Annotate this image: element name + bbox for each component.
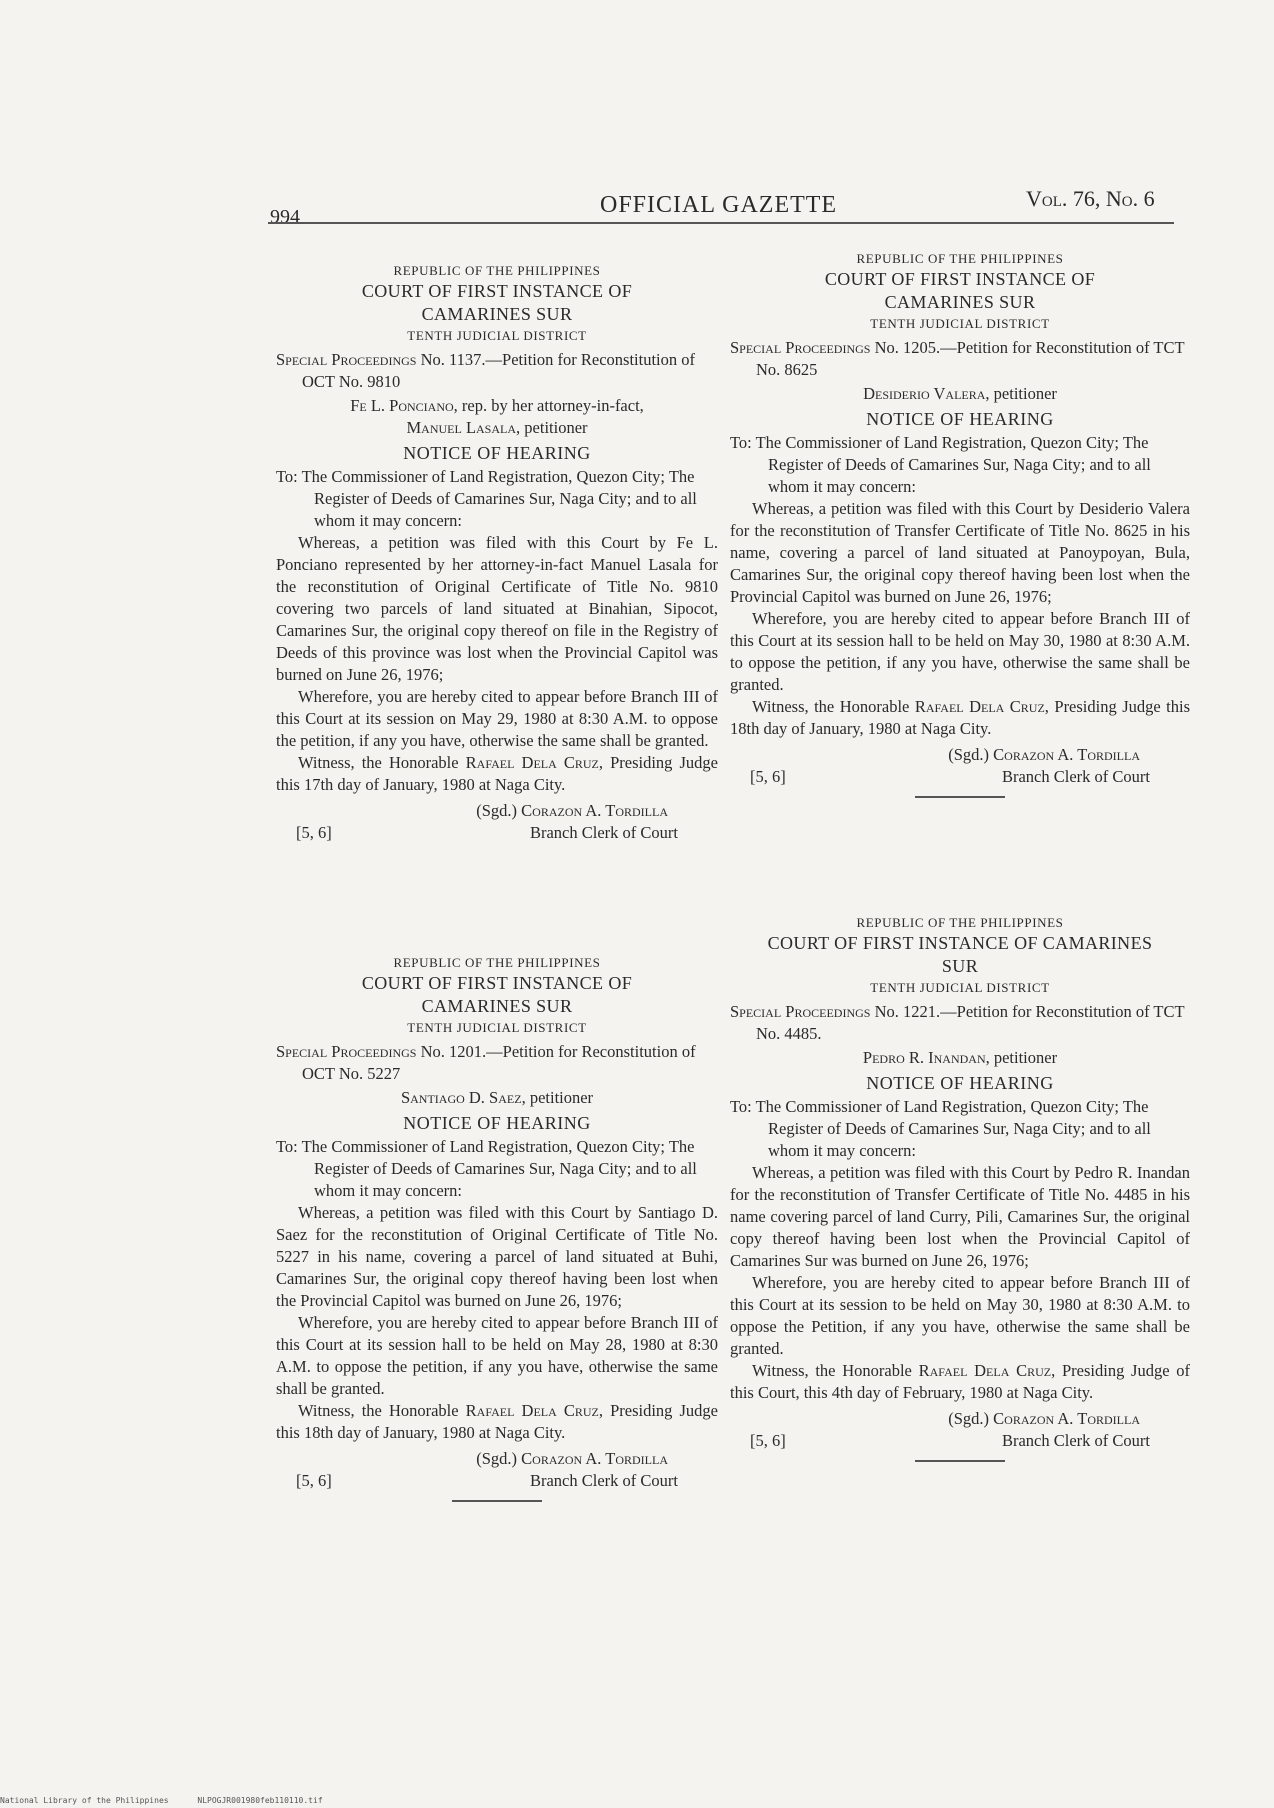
sgd-prefix: (Sgd.) — [476, 801, 522, 820]
sgd-prefix: (Sgd.) — [948, 745, 994, 764]
special-proceedings — [276, 349, 718, 393]
notice-sp-1137 — [276, 262, 718, 844]
scan-footer — [0, 1796, 347, 1805]
notice-district: TENTH JUDICIAL DISTRICT — [870, 980, 1050, 995]
witness-pre: Witness, the Honorable — [298, 753, 466, 772]
wherefore-paragraph: Wherefore, you are hereby cited to appear before Branch III of this Court at its session on May 29, 1980 at 8:30 A.M. to oppose the petition, if any you have, otherwise the same shall be granted. — [276, 687, 718, 750]
notice-title: NOTICE OF HEARING — [403, 443, 591, 463]
notice-addressees: To: The Commissioner of Land Registration, Quezon City; The Register of Deeds of Camarines Sur, Naga City; and to all whom it may concern: — [276, 1137, 697, 1200]
petitioner-line — [730, 1047, 1190, 1069]
notice-title: NOTICE OF HEARING — [866, 409, 1054, 429]
sp-text: No. 1137.—Petition for Reconstitution of OCT No. 9810 — [302, 350, 695, 391]
clerk-title: Branch Clerk of Court — [529, 823, 678, 842]
signed-line — [948, 744, 1140, 766]
witness-paragraph — [730, 696, 1190, 740]
wherefore-paragraph: Wherefore, you are hereby cited to appear before Branch III of this Court at its session to be held on May 30, 1980 at 8:30 A.M. to oppose the Petition, if any you have, otherwise the same shall be granted. — [730, 1273, 1190, 1358]
notice-court: COURT OF FIRST INSTANCE OF CAMARINES — [767, 933, 1153, 953]
sp-label: Special Proceedings — [730, 338, 871, 357]
issue-reference: [5, 6] — [750, 767, 786, 786]
special-proceedings — [276, 1041, 718, 1085]
judge-name: Rafael Dela Cruz — [918, 1361, 1052, 1380]
footer-file: NLPOGJR001980feb110110.tif — [197, 1796, 323, 1805]
issue-reference: [5, 6] — [296, 1471, 332, 1490]
sgd-prefix: (Sgd.) — [948, 1409, 994, 1428]
signature-block — [276, 800, 718, 844]
section-divider — [915, 796, 1005, 798]
notice-district: TENTH JUDICIAL DISTRICT — [407, 328, 587, 343]
petitioner-name: Santiago D. Saez — [400, 1088, 522, 1107]
signed-line — [476, 800, 668, 822]
petitioner-line — [730, 383, 1190, 405]
petitioner-line — [276, 1087, 718, 1109]
notice-addressees: To: The Commissioner of Land Registration, Quezon City; The Register of Deeds of Camarines Sur, Naga City; and to all whom it may concern: — [730, 1097, 1151, 1160]
notice-court-province: CAMARINES SUR — [421, 996, 573, 1016]
notice-sp-1221 — [730, 914, 1190, 1462]
witness-paragraph — [276, 1400, 718, 1444]
petitioner-name: Fe L. Ponciano — [350, 396, 454, 415]
witness-post: , Presiding Judge this 18th day of January, 1980 at Naga City. — [730, 697, 1190, 738]
whereas-paragraph: Whereas, a petition was filed with this Court by Desiderio Valera for the reconstitution of Transfer Certificate of Title No. 8625 in his name, covering a parcel of land situated at Panoypoyan, Bula, Camarines Sur, the original copy thereof having been lost when the Provincial Capitol was burned on June 26, 1976; — [730, 499, 1190, 606]
sgd-prefix: (Sgd.) — [476, 1449, 522, 1468]
notice-addressees: To: The Commissioner of Land Registration, Quezon City; The Register of Deeds of Camarines Sur, Naga City; and to all whom it may concern: — [730, 433, 1151, 496]
petitioner-role: , petitioner — [516, 418, 588, 437]
witness-pre: Witness, the Honorable — [752, 1361, 919, 1380]
section-divider — [452, 1500, 542, 1502]
notice-republic: REPUBLIC OF THE PHILIPPINES — [393, 955, 601, 970]
petitioner-rest: , rep. by her attorney-in-fact, — [453, 396, 644, 415]
notice-court-province: CAMARINES SUR — [421, 304, 573, 324]
notice-court-province: CAMARINES SUR — [884, 292, 1036, 312]
section-divider — [915, 1460, 1005, 1462]
notice-district: TENTH JUDICIAL DISTRICT — [870, 316, 1050, 331]
clerk-title: Branch Clerk of Court — [529, 1471, 678, 1490]
sp-label: Special Proceedings — [276, 350, 417, 369]
clerk-name: Corazon A. Tordilla — [521, 801, 668, 820]
signature-block — [730, 1408, 1190, 1452]
notice-district: TENTH JUDICIAL DISTRICT — [407, 1020, 587, 1035]
page-number: 994 — [270, 206, 300, 228]
witness-post: , Presiding Judge of this Court, this 4th day of February, 1980 at Naga City. — [730, 1361, 1191, 1402]
sp-text: No. 1221.—Petition for Reconstitution of TCT No. 4485. — [756, 1002, 1185, 1043]
special-proceedings — [730, 337, 1190, 381]
footer-source: National Library of the Philippines — [0, 1796, 169, 1805]
sp-text: No. 1201.—Petition for Reconstitution of OCT No. 5227 — [302, 1042, 696, 1083]
sp-label: Special Proceedings — [276, 1042, 417, 1061]
petitioner-role: , petitioner — [985, 1048, 1058, 1067]
notice-republic: REPUBLIC OF THE PHILIPPINES — [856, 251, 1064, 266]
header-rule — [268, 222, 1174, 224]
witness-post: , Presiding Judge this 18th day of January, 1980 at Naga City. — [276, 1401, 718, 1442]
issue-reference: [5, 6] — [296, 823, 332, 842]
clerk-title: Branch Clerk of Court — [1001, 767, 1150, 786]
clerk-name: Corazon A. Tordilla — [521, 1449, 668, 1468]
petitioner-line — [276, 395, 718, 439]
clerk-name: Corazon A. Tordilla — [993, 1409, 1140, 1428]
petitioner-name-2: Manuel Lasala — [406, 418, 517, 437]
signature-block — [276, 1448, 718, 1492]
whereas-paragraph: Whereas, a petition was filed with this Court by Fe L. Ponciano represented by her attorney-in-fact Manuel Lasala for the reconstitution of Original Certificate of Title No. 9810 covering two parcels of land situated at Binahian, Sipocot, Camarines Sur, the original copy thereof on file in the Registry of Deeds of this province was lost when the Provincial Capitol was burned on June 26, 1976; — [276, 533, 718, 684]
notice-title: NOTICE OF HEARING — [403, 1113, 591, 1133]
wherefore-paragraph: Wherefore, you are hereby cited to appear before Branch III of this Court at its session hall to be held on May 30, 1980 at 8:30 A.M. to oppose the petition, if any you have, otherwise the same shall be granted. — [730, 609, 1190, 694]
petitioner-name: Pedro R. Inandan — [862, 1048, 986, 1067]
notice-republic: REPUBLIC OF THE PHILIPPINES — [856, 915, 1064, 930]
clerk-name: Corazon A. Tordilla — [993, 745, 1140, 764]
volume-text: Vol. 76, No. 6 — [1026, 186, 1155, 211]
gazette-title: OFFICIAL GAZETTE — [600, 192, 838, 218]
notice-court: COURT OF FIRST INSTANCE OF — [361, 281, 633, 301]
witness-pre: Witness, the Honorable — [298, 1401, 466, 1420]
volume-number — [1026, 186, 1155, 212]
signed-line — [476, 1448, 668, 1470]
clerk-title: Branch Clerk of Court — [1001, 1431, 1150, 1450]
notice-sp-1205 — [730, 250, 1190, 798]
whereas-paragraph: Whereas, a petition was filed with this Court by Santiago D. Saez for the reconstitution of Original Certificate of Title No. 5227 in his name, covering a parcel of land situated at Buhi, Camarines Sur, the original copy thereof having been lost when the Provincial Capitol was burned on June 26, 1976; — [276, 1203, 718, 1310]
witness-post: , Presiding Judge this 17th day of January, 1980 at Naga City. — [276, 753, 718, 794]
sp-label: Special Proceedings — [730, 1002, 871, 1021]
notice-sp-1201 — [276, 954, 718, 1502]
notice-court: COURT OF FIRST INSTANCE OF — [361, 973, 633, 993]
judge-name: Rafael Dela Cruz — [914, 697, 1045, 716]
notice-court: COURT OF FIRST INSTANCE OF — [824, 269, 1096, 289]
notice-republic: REPUBLIC OF THE PHILIPPINES — [393, 263, 601, 278]
witness-paragraph — [730, 1360, 1190, 1404]
signed-line — [948, 1408, 1140, 1430]
signature-block — [730, 744, 1190, 788]
special-proceedings — [730, 1001, 1190, 1045]
petitioner-name: Desiderio Valera — [863, 384, 986, 403]
wherefore-paragraph: Wherefore, you are hereby cited to appear before Branch III of this Court at its session hall to be held on May 28, 1980 at 8:30 A.M. to oppose the petition, if any you have, otherwise the same shall be granted. — [276, 1313, 718, 1398]
petitioner-role: , petitioner — [985, 384, 1057, 403]
witness-paragraph — [276, 752, 718, 796]
notice-title: NOTICE OF HEARING — [866, 1073, 1054, 1093]
witness-pre: Witness, the Honorable — [752, 697, 915, 716]
notice-addressees: To: The Commissioner of Land Registration, Quezon City; The Register of Deeds of Camarines Sur, Naga City; and to all whom it may concern: — [276, 467, 697, 530]
issue-reference: [5, 6] — [750, 1431, 786, 1450]
judge-name: Rafael Dela Cruz — [465, 753, 599, 772]
notice-court-province: SUR — [941, 956, 979, 976]
sp-text: No. 1205.—Petition for Reconstitution of TCT No. 8625 — [756, 338, 1185, 379]
judge-name: Rafael Dela Cruz — [465, 1401, 599, 1420]
whereas-paragraph: Whereas, a petition was filed with this Court by Pedro R. Inandan for the reconstitution of Transfer Certificate of Title No. 4485 in his name covering parcel of land Curry, Pili, Camarines Sur, the original copy thereof having been lost when the Provincial Capitol of Camarines Sur was burned on June 26, 1976; — [730, 1163, 1190, 1270]
petitioner-role: , petitioner — [521, 1088, 594, 1107]
